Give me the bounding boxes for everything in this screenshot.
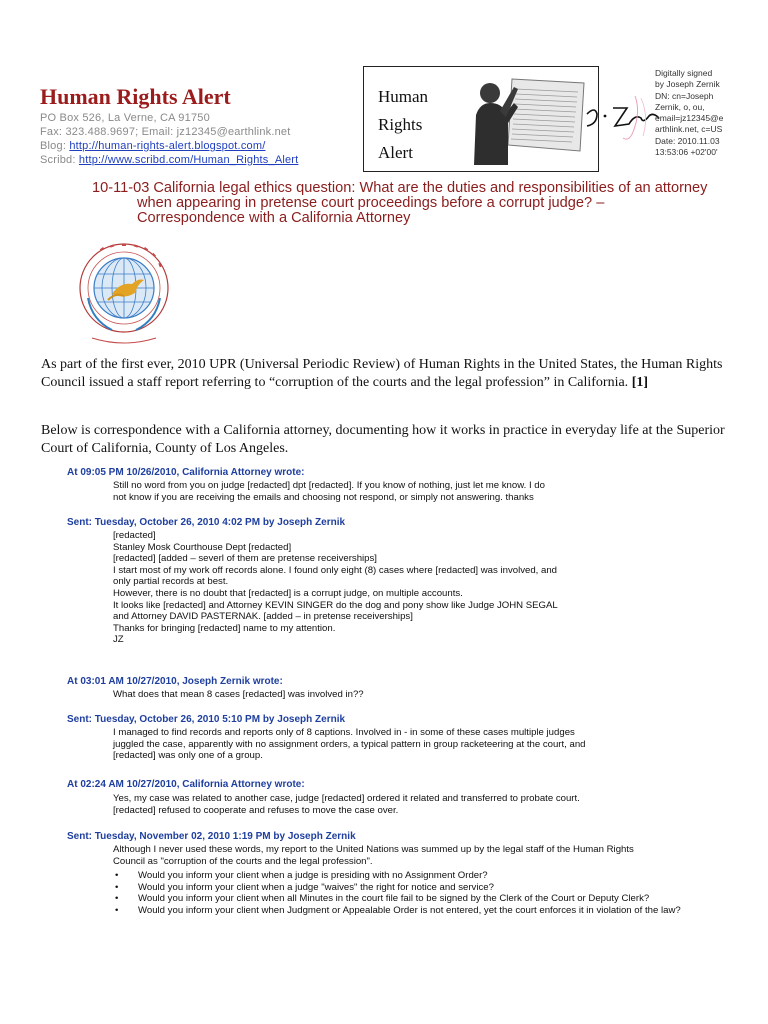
scribd-label: Scribd: <box>40 154 76 166</box>
sig-line: by Joseph Zernik <box>655 79 720 90</box>
message-header: At 09:05 PM 10/26/2010, California Attorney wrote: <box>67 467 305 478</box>
question-text: Would you inform your client when a judge is presiding with no Assignment Order? <box>138 870 488 881</box>
message-header: At 02:24 AM 10/27/2010, California Attorney wrote: <box>67 779 305 790</box>
message-body <box>113 530 713 646</box>
org-name: Human Rights Alert <box>40 84 231 109</box>
sig-line: email=jz12345@e <box>655 113 724 124</box>
sig-line: Date: 2010.11.03 <box>655 135 720 146</box>
message-line: Still no word from you on judge [redacted] dpt [redacted]. If you know of nothing, just let me know. I do <box>113 480 545 491</box>
bullet-icon: • <box>115 904 119 916</box>
message-body <box>113 480 713 503</box>
intro-paragraph-2: Below is correspondence with a California attorney, documenting how it works in practice in everyday life at the Superior Court of California, County of Los Angeles. <box>41 423 725 456</box>
title-line-2: when appearing in pretense court proceedings before a corrupt judge? – <box>137 195 605 211</box>
message-line: What does that mean 8 cases [redacted] was involved in?? <box>113 689 364 700</box>
message-line: It looks like [redacted] and Attorney KEVIN SINGER do the dog and pony show like Judge JOHN SEGAL <box>113 599 558 611</box>
message-line: [redacted] was only one of a group. <box>113 750 263 762</box>
message-line: [redacted] <box>113 530 156 541</box>
logo-word-1: Human <box>378 87 429 106</box>
question-text: Would you inform your client when all Minutes in the court file fail to be signed by the Clerk of the Court or Deputy Clerk? <box>138 893 650 905</box>
footnote-ref[interactable]: [1] <box>631 375 649 390</box>
blog-link[interactable]: http://human-rights-alert.blogspot.com/ <box>69 140 266 152</box>
bullet-icon: • <box>115 881 119 893</box>
message-line: However, there is no doubt that [redacted] is a corrupt judge, on multiple accounts. <box>113 587 463 599</box>
blog-label: Blog: <box>40 140 67 152</box>
message-body <box>113 844 713 867</box>
org-blog <box>40 140 265 152</box>
message-line: Stanley Mosk Courthouse Dept [redacted] <box>113 541 292 553</box>
message-header: Sent: Tuesday, November 02, 2010 1:19 PM by Joseph Zernik <box>67 831 356 842</box>
list-item <box>113 870 733 882</box>
digital-signature-details <box>655 68 765 158</box>
message-line: [redacted] [added – severl of them are pretense receiverships] <box>113 553 377 565</box>
bullet-icon: • <box>115 870 119 881</box>
title-line-3: Correspondence with a California Attorney <box>137 210 411 226</box>
org-contact: Fax: 323.488.9697; Email: jz12345@earthlink.net <box>40 126 291 138</box>
intro-paragraph-1 <box>41 356 731 392</box>
message-header: Sent: Tuesday, October 26, 2010 4:02 PM by Joseph Zernik <box>67 517 346 528</box>
message-header: Sent: Tuesday, October 26, 2010 5:10 PM by Joseph Zernik <box>67 714 346 725</box>
sig-line: DN: cn=Joseph <box>655 90 714 101</box>
sig-line: Zernik, o, ou, <box>655 101 705 112</box>
org-logo <box>363 66 599 172</box>
un-human-rights-council-emblem <box>78 240 170 350</box>
sig-line: Digitally signed <box>655 68 713 78</box>
message-line: Yes, my case was related to another case, judge [redacted] ordered it related and transferred to probate court. <box>113 793 580 804</box>
message-body <box>113 727 713 762</box>
document-title <box>92 181 732 226</box>
message-body <box>113 689 713 701</box>
list-item <box>113 905 733 917</box>
message-line: juggled the case, apparently with no assignment orders, a typical pattern in group racketeering at the court, and <box>113 738 586 750</box>
message-line: not know if you are receiving the emails and choosing not respond, or simply not answering. thanks <box>113 491 534 503</box>
message-body <box>113 793 713 816</box>
message-line: Although I never used these words, my report to the United Nations was summed up by the legal staff of the Human Rights <box>113 844 634 855</box>
logo-word-3: Alert <box>378 143 413 162</box>
list-item <box>113 882 733 894</box>
message-line: JZ <box>113 634 124 646</box>
sig-line: 13:53:06 +02'00' <box>655 147 718 158</box>
bullet-icon: • <box>115 893 119 905</box>
message-line: I managed to find records and reports only of 8 captions. Involved in - in some of these cases multiple judges <box>113 727 575 738</box>
message-line: I start most of my work off records alone. I found only eight (8) cases where [redacted] was involved, and <box>113 564 558 576</box>
message-line: only partial records at best. <box>113 576 229 588</box>
intro-text-1: As part of the first ever, 2010 UPR (Universal Periodic Review) of Human Rights in the United States, the Human Rights Council issued a staff report referring to “corruption of the courts and the legal profession” in California. <box>41 357 723 390</box>
message-header: At 03:01 AM 10/27/2010, Joseph Zernik wrote: <box>67 676 283 687</box>
org-scribd <box>40 154 298 166</box>
sig-line: arthlink.net, c=US <box>655 124 723 135</box>
org-address: PO Box 526, La Verne, CA 91750 <box>40 112 210 124</box>
message-line: Thanks for bringing [redacted] name to my attention. <box>113 622 336 634</box>
logo-photo <box>456 73 592 165</box>
question-text: Would you inform your client when Judgment or Appealable Order is not entered, yet the court enforces it in violation of the law? <box>138 904 681 916</box>
signature-scribble <box>583 92 663 144</box>
message-line: Council as "corruption of the courts and the legal profession". <box>113 855 373 867</box>
list-item <box>113 893 733 905</box>
question-text: Would you inform your client when a judge "waives" the right for notice and service? <box>138 881 494 893</box>
logo-word-2: Rights <box>378 115 423 134</box>
scribd-link[interactable]: http://www.scribd.com/Human_Rights_Alert <box>78 154 299 166</box>
message-line: [redacted] refused to cooperate and refuses to move the case over. <box>113 804 399 816</box>
title-line-1: 10-11-03 California legal ethics question: What are the duties and responsibilities of an attorney <box>92 180 708 196</box>
questions-list <box>113 870 733 916</box>
message-line: and Attorney DAVID PASTERNAK. [added – in pretense receiverships] <box>113 611 413 623</box>
